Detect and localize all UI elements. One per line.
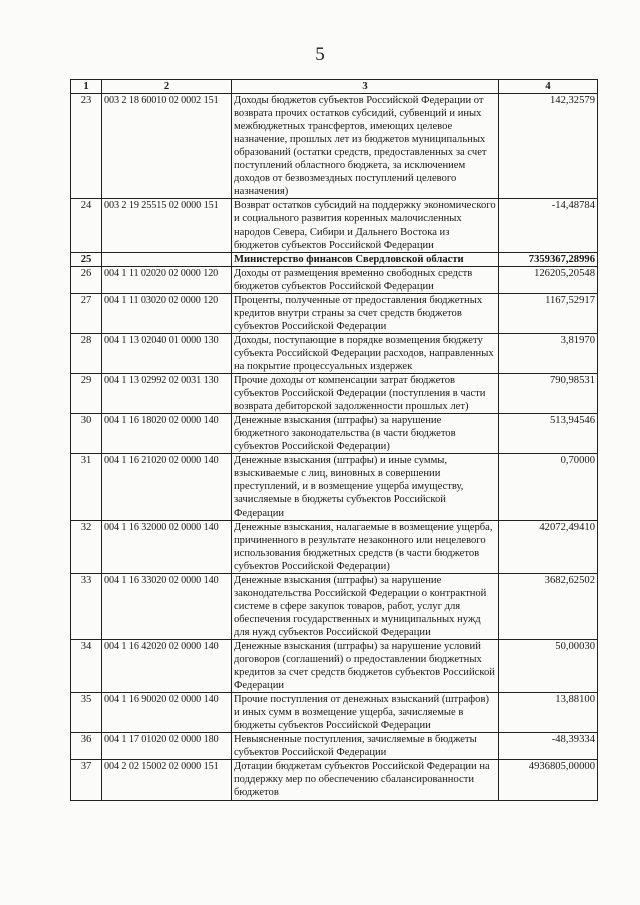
row-amount: 4936805,00000 xyxy=(499,760,598,800)
row-number: 31 xyxy=(71,454,102,520)
row-amount: 513,94546 xyxy=(499,414,598,454)
row-amount: 50,00030 xyxy=(499,639,598,692)
row-description: Доходы бюджетов субъектов Российской Федерации от возврата прочих остатков субсидий, субвенций и иных межбюджетных трансфертов, имеющих целевое назначение, прошлых лет из бюджетов муниципальных образований (остатки средств, предоставленных за счет поступлений областного бюджета, за исключением доходов от безвозмездных поступлений целевого назначения) xyxy=(232,94,499,199)
row-amount: 126205,20548 xyxy=(499,266,598,293)
row-number: 35 xyxy=(71,693,102,733)
row-number: 23 xyxy=(71,94,102,199)
table-row xyxy=(71,414,598,454)
row-description: Прочие доходы от компенсации затрат бюджетов субъектов Российской Федерации (поступления в части возврата дебиторской задолженности прошлых лет) xyxy=(232,374,499,414)
row-description: Невыясненные поступления, зачисляемые в бюджеты субъектов Российской Федерации xyxy=(232,733,499,760)
row-code: 004 1 16 42020 02 0000 140 xyxy=(102,639,232,692)
row-amount: -14,48784 xyxy=(499,199,598,252)
row-description: Возврат остатков субсидий на поддержку экономического и социального развития коренных малочисленных народов Севера, Сибири и Дальнего Востока из бюджетов субъектов Российской Федерации xyxy=(232,199,499,252)
row-number: 28 xyxy=(71,333,102,373)
table-row xyxy=(71,520,598,573)
row-amount: 7359367,28996 xyxy=(499,252,598,266)
row-description: Денежные взыскания (штрафы) за нарушение условий договоров (соглашений) о предоставлении бюджетных кредитов за счет средств бюджетов субъектов Российской Федерации xyxy=(232,639,499,692)
table-row xyxy=(71,454,598,520)
row-code: 004 2 02 15002 02 0000 151 xyxy=(102,760,232,800)
column-header-2: 2 xyxy=(102,80,232,94)
table-row xyxy=(71,199,598,252)
row-amount: 3682,62502 xyxy=(499,573,598,639)
row-description: Проценты, полученные от предоставления бюджетных кредитов внутри страны за счет средств бюджетов субъектов Российской Федерации xyxy=(232,293,499,333)
table-row xyxy=(71,733,598,760)
row-number: 34 xyxy=(71,639,102,692)
row-code: 004 1 13 02040 01 0000 130 xyxy=(102,333,232,373)
revenue-table xyxy=(70,79,598,801)
row-number: 27 xyxy=(71,293,102,333)
row-description: Денежные взыскания, налагаемые в возмещение ущерба, причиненного в результате незаконного или нецелевого использования бюджетных средств (в части бюджетов субъектов Российской Федерации) xyxy=(232,520,499,573)
row-description: Денежные взыскания (штрафы) за нарушение законодательства Российской Федерации о контрактной системе в сфере закупок товаров, работ, услуг для обеспечения государственных и муниципальных нужд для нужд субъектов Российской Федерации xyxy=(232,573,499,639)
row-amount: 13,88100 xyxy=(499,693,598,733)
row-amount: -48,39334 xyxy=(499,733,598,760)
row-description: Доходы, поступающие в порядке возмещения бюджету субъекта Российской Федерации расходов, направленных на покрытие процессуальных издержек xyxy=(232,333,499,373)
row-description: Прочие поступления от денежных взысканий (штрафов) и иных сумм в возмещение ущерба, зачисляемые в бюджеты субъектов Российской Федерации xyxy=(232,693,499,733)
column-header-4: 4 xyxy=(499,80,598,94)
table-row xyxy=(71,573,598,639)
table-row xyxy=(71,639,598,692)
row-number: 33 xyxy=(71,573,102,639)
row-code: 004 1 13 02992 02 0031 130 xyxy=(102,374,232,414)
row-code: 004 1 11 03020 02 0000 120 xyxy=(102,293,232,333)
row-number: 37 xyxy=(71,760,102,800)
table-row xyxy=(71,760,598,800)
row-description: Министерство финансов Свердловской области xyxy=(232,252,499,266)
row-number: 25 xyxy=(71,252,102,266)
row-code: 004 1 16 32000 02 0000 140 xyxy=(102,520,232,573)
row-description: Дотации бюджетам субъектов Российской Федерации на поддержку мер по обеспечению сбалансированности бюджетов xyxy=(232,760,499,800)
page-number: 5 xyxy=(315,44,325,65)
table-row xyxy=(71,333,598,373)
row-description: Денежные взыскания (штрафы) за нарушение бюджетного законодательства (в части бюджетов субъектов Российской Федерации) xyxy=(232,414,499,454)
table-row xyxy=(71,252,598,266)
row-code: 004 1 16 90020 02 0000 140 xyxy=(102,693,232,733)
table-row xyxy=(71,693,598,733)
row-description: Денежные взыскания (штрафы) и иные суммы, взыскиваемые с лиц, виновных в совершении преступлений, и в возмещение ущерба имуществу, зачисляемые в бюджеты субъектов Российской Федерации xyxy=(232,454,499,520)
row-amount: 142,32579 xyxy=(499,94,598,199)
row-code: 004 1 16 21020 02 0000 140 xyxy=(102,454,232,520)
row-number: 26 xyxy=(71,266,102,293)
row-amount: 3,81970 xyxy=(499,333,598,373)
table-row xyxy=(71,266,598,293)
table-body xyxy=(71,94,598,800)
row-number: 36 xyxy=(71,733,102,760)
row-number: 32 xyxy=(71,520,102,573)
row-code: 004 1 16 33020 02 0000 140 xyxy=(102,573,232,639)
row-amount: 0,70000 xyxy=(499,454,598,520)
row-amount: 790,98531 xyxy=(499,374,598,414)
row-code: 004 1 11 02020 02 0000 120 xyxy=(102,266,232,293)
table-row xyxy=(71,374,598,414)
row-amount: 1167,52917 xyxy=(499,293,598,333)
row-amount: 42072,49410 xyxy=(499,520,598,573)
row-number: 29 xyxy=(71,374,102,414)
table-header-row xyxy=(71,80,598,94)
row-description: Доходы от размещения временно свободных средств бюджетов субъектов Российской Федерации xyxy=(232,266,499,293)
row-code: 004 1 17 01020 02 0000 180 xyxy=(102,733,232,760)
column-header-1: 1 xyxy=(71,80,102,94)
row-code: 003 2 19 25515 02 0000 151 xyxy=(102,199,232,252)
table-row xyxy=(71,94,598,199)
row-code xyxy=(102,252,232,266)
column-header-3: 3 xyxy=(232,80,499,94)
row-code: 003 2 18 60010 02 0002 151 xyxy=(102,94,232,199)
row-number: 30 xyxy=(71,414,102,454)
row-code: 004 1 16 18020 02 0000 140 xyxy=(102,414,232,454)
table-row xyxy=(71,293,598,333)
row-number: 24 xyxy=(71,199,102,252)
